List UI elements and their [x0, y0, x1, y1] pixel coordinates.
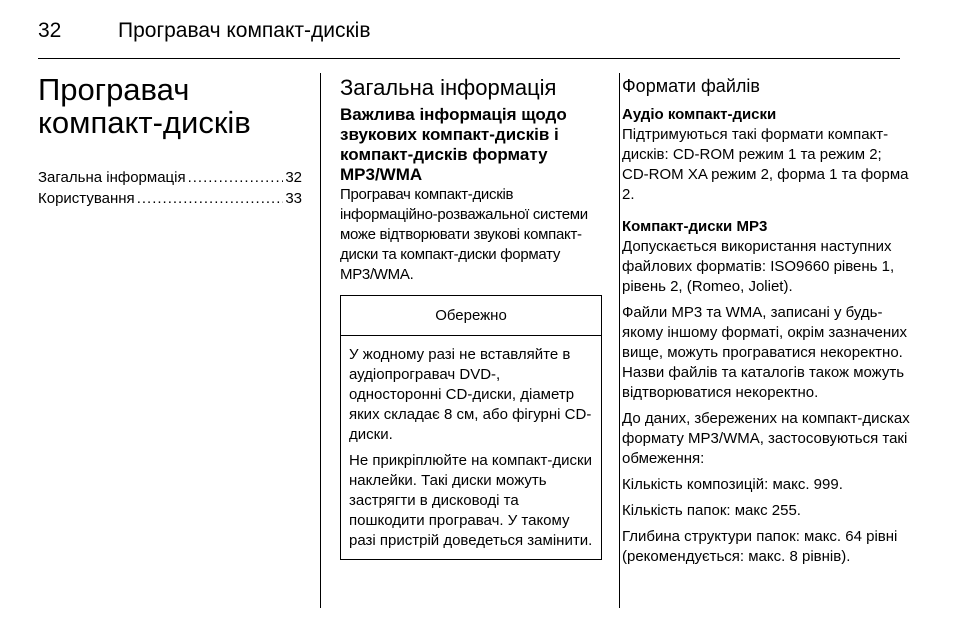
toc-entry-usage[interactable]	[38, 188, 302, 209]
mp3-wma-paragraph: Файли MP3 та WMA, записані у будь-якому іншому форматі, окрім зазначених вище, можуть програватися некоректно. Назви файлів та каталогів також можуть відтворюватися некоректно.	[622, 304, 907, 401]
caution-title: Обережно	[341, 296, 601, 336]
right-column	[622, 73, 912, 567]
subsection-heading: Важлива інформація щодо звукових компакт-дисків і компакт-дисків формату MP3/WMA	[340, 105, 567, 184]
chapter-title: Програвач компакт-дисків	[38, 72, 251, 140]
toc-page: 33	[285, 190, 302, 207]
toc-entry-general[interactable]	[38, 167, 302, 188]
caution-paragraph-2: Не прикріплюйте на компакт-диски наклейки. Такі диски можуть застрягти в дисководі та пошкодити програвач. У такому разі пристрій доведеться замінити.	[349, 452, 593, 549]
toc-label: Загальна інформація	[38, 169, 186, 186]
column-divider-1	[320, 73, 321, 608]
caution-paragraph-1: У жодному разі не вставляйте в аудіопрогравач DVD-, односторонні CD-диски, діаметр яких складає 8 см, або фігурні CD-диски.	[349, 346, 592, 443]
tracks-limit: Кількість композицій: макс. 999.	[622, 476, 843, 493]
mp3-cd-heading: Компакт-диски MP3	[622, 218, 768, 235]
page-number: 32	[38, 19, 62, 42]
section-heading: Загальна інформація	[340, 75, 557, 100]
limits-paragraph: До даних, збережених на компакт-дисках формату MP3/WMA, застосовуються такі обмеження:	[622, 410, 910, 467]
header-title: Програвач компакт-дисків	[118, 19, 371, 42]
toc-leader	[188, 167, 284, 188]
column-divider-2	[619, 73, 620, 608]
toc-page: 32	[285, 169, 302, 186]
left-column	[38, 73, 302, 209]
caution-body	[341, 336, 601, 559]
table-of-contents	[38, 167, 302, 209]
folders-limit: Кількість папок: макс 255.	[622, 502, 801, 519]
folder-depth-limit: Глибина структури папок: макс. 64 рівні (рекомендується: макс. 8 рівнів).	[622, 528, 898, 565]
mp3-cd-text: Допускається використання наступних файлових форматів: ISO9660 рівень 1, рівень 2, (Romeo, Joliet).	[622, 238, 895, 295]
audio-cd-heading: Аудіо компакт-диски	[622, 106, 777, 123]
file-formats-heading: Формати файлів	[622, 76, 760, 96]
middle-column	[340, 73, 602, 560]
toc-label: Користування	[38, 190, 135, 207]
header-divider	[38, 58, 900, 59]
toc-leader	[137, 188, 284, 209]
audio-cd-text: Підтримуються такі формати компакт-дисків: CD-ROM режим 1 та режим 2; CD-ROM XA режим 2, форма 1 та форма 2.	[622, 126, 909, 203]
caution-box	[340, 295, 602, 560]
intro-paragraph: Програвач компакт-дисків інформаційно-розважальної системи може відтворювати звукові компакт-диски та компакт-диски формату MP3/WMA.	[340, 186, 588, 283]
page-header	[38, 14, 371, 48]
